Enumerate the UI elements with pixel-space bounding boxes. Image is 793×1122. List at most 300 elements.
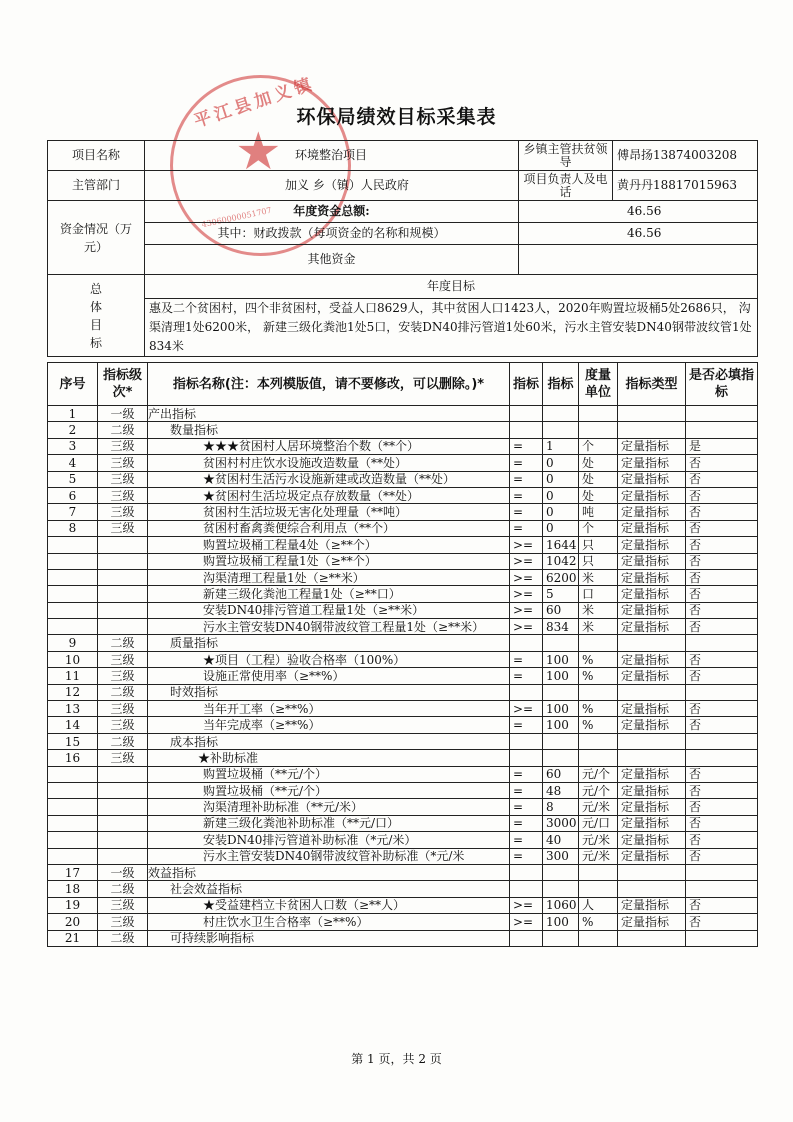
indicator-name: 安装DN40排污管道补助标准（*元/米） — [148, 832, 510, 848]
target-value: 60 — [543, 602, 579, 618]
indicator-type — [618, 733, 686, 749]
required-flag: 否 — [686, 815, 758, 831]
dept-label: 主管部门 — [48, 171, 145, 201]
operator: >= — [510, 701, 543, 717]
indicator-level: 三级 — [98, 651, 148, 667]
dept-value: 加义 乡（镇）人民政府 — [145, 171, 519, 201]
target-value: 48 — [543, 782, 579, 798]
required-flag — [686, 881, 758, 897]
unit: 元/米 — [579, 848, 618, 864]
indicator-type: 定量指标 — [618, 487, 686, 503]
unit: 处 — [579, 471, 618, 487]
indicator-level: 三级 — [98, 668, 148, 684]
indicator-type: 定量指标 — [618, 586, 686, 602]
required-flag: 否 — [686, 782, 758, 798]
indicator-level: 二级 — [98, 422, 148, 438]
required-flag: 否 — [686, 848, 758, 864]
target-value: 1042 — [543, 553, 579, 569]
operator — [510, 684, 543, 700]
indicator-type — [618, 422, 686, 438]
table-row — [48, 651, 758, 667]
row-number: 7 — [48, 504, 98, 520]
indicator-name: 当年完成率（≥**%） — [148, 717, 510, 733]
indicator-type: 定量指标 — [618, 782, 686, 798]
header-cell: 指标名称(注：本列模版值，请不要修改，可以删除。)* — [148, 363, 510, 406]
operator: >= — [510, 619, 543, 635]
indicator-name: 购置垃圾桶工程量1处（≥**个） — [148, 553, 510, 569]
target-value: 100 — [543, 701, 579, 717]
indicator-type: 定量指标 — [618, 438, 686, 454]
unit: 只 — [579, 553, 618, 569]
indicator-level: 三级 — [98, 471, 148, 487]
indicator-type: 定量指标 — [618, 914, 686, 930]
operator: >= — [510, 602, 543, 618]
operator: = — [510, 782, 543, 798]
indicator-level: 一级 — [98, 406, 148, 422]
target-value: 100 — [543, 717, 579, 733]
row-number: 12 — [48, 684, 98, 700]
indicator-name: ★★★贫困村人居环境整治个数（**个） — [148, 438, 510, 454]
indicator-type — [618, 406, 686, 422]
unit — [579, 422, 618, 438]
table-row — [48, 701, 758, 717]
unit: 米 — [579, 602, 618, 618]
target-value — [543, 930, 579, 946]
annual-total-label: 年度资金总额: — [145, 201, 519, 223]
unit — [579, 733, 618, 749]
indicator-type — [618, 750, 686, 766]
indicator-level: 二级 — [98, 733, 148, 749]
indicator-name: 新建三级化粪池补助标准（**元/口） — [148, 815, 510, 831]
indicator-name: 数量指标 — [148, 422, 510, 438]
table-row — [48, 684, 758, 700]
unit: % — [579, 651, 618, 667]
indicator-type: 定量指标 — [618, 815, 686, 831]
indicator-type: 定量指标 — [618, 455, 686, 471]
unit — [579, 881, 618, 897]
row-number: 11 — [48, 668, 98, 684]
target-value — [543, 733, 579, 749]
other-funds-value — [519, 245, 758, 275]
target-value: 5 — [543, 586, 579, 602]
table-row — [48, 553, 758, 569]
indicator-type — [618, 881, 686, 897]
required-flag: 否 — [686, 537, 758, 553]
target-value: 40 — [543, 832, 579, 848]
indicator-type: 定量指标 — [618, 832, 686, 848]
indicator-level — [98, 602, 148, 618]
indicator-type — [618, 864, 686, 880]
required-flag: 是 — [686, 438, 758, 454]
responsible-label: 项目负责人及电话 — [519, 171, 613, 201]
required-flag: 否 — [686, 766, 758, 782]
operator: = — [510, 766, 543, 782]
table-row — [48, 520, 758, 536]
row-number: 5 — [48, 471, 98, 487]
indicator-level: 三级 — [98, 438, 148, 454]
operator — [510, 406, 543, 422]
required-flag: 否 — [686, 619, 758, 635]
indicator-level — [98, 553, 148, 569]
table-row — [48, 586, 758, 602]
operator — [510, 930, 543, 946]
unit: 米 — [579, 619, 618, 635]
indicator-name: ★贫困村生活污水设施新建或改造数量（**处） — [148, 471, 510, 487]
table-header-row — [48, 363, 758, 406]
indicator-name: 贫困村生活垃圾无害化处理量（**吨） — [148, 504, 510, 520]
required-flag: 否 — [686, 602, 758, 618]
row-number — [48, 586, 98, 602]
row-number: 1 — [48, 406, 98, 422]
target-value: 1060 — [543, 897, 579, 913]
indicator-table — [47, 362, 758, 947]
target-value: 0 — [543, 487, 579, 503]
target-value: 3000 — [543, 815, 579, 831]
target-value — [543, 864, 579, 880]
row-number: 15 — [48, 733, 98, 749]
table-row — [48, 733, 758, 749]
unit: % — [579, 914, 618, 930]
indicator-level — [98, 799, 148, 815]
required-flag — [686, 684, 758, 700]
operator: = — [510, 455, 543, 471]
indicator-type: 定量指标 — [618, 651, 686, 667]
indicator-name: 设施正常使用率（≥**%） — [148, 668, 510, 684]
table-body — [48, 406, 758, 947]
row-number: 19 — [48, 897, 98, 913]
unit — [579, 635, 618, 651]
other-funds-label: 其他资金 — [145, 245, 519, 275]
annual-total-value: 46.56 — [519, 201, 758, 223]
indicator-level: 三级 — [98, 897, 148, 913]
indicator-name: 污水主管安装DN40钢带波纹管补助标准（*元/米 — [148, 848, 510, 864]
unit: % — [579, 668, 618, 684]
table-row — [48, 406, 758, 422]
indicator-level: 三级 — [98, 914, 148, 930]
row-number — [48, 619, 98, 635]
target-value — [543, 881, 579, 897]
indicator-name: 成本指标 — [148, 733, 510, 749]
seal-star-icon: ★ — [235, 122, 282, 182]
target-value — [543, 406, 579, 422]
required-flag — [686, 864, 758, 880]
indicator-type — [618, 635, 686, 651]
table-row — [48, 897, 758, 913]
operator: >= — [510, 553, 543, 569]
indicator-level: 二级 — [98, 881, 148, 897]
operator — [510, 881, 543, 897]
target-value: 0 — [543, 520, 579, 536]
indicator-name: 当年开工率（≥**%） — [148, 701, 510, 717]
table-row — [48, 914, 758, 930]
target-value: 1 — [543, 438, 579, 454]
operator: = — [510, 832, 543, 848]
table-row — [48, 815, 758, 831]
unit — [579, 406, 618, 422]
indicator-level: 三级 — [98, 487, 148, 503]
indicator-name: 购置垃圾桶工程量4处（≥**个） — [148, 537, 510, 553]
unit: 米 — [579, 569, 618, 585]
operator: >= — [510, 537, 543, 553]
indicator-type: 定量指标 — [618, 537, 686, 553]
indicator-name: 购置垃圾桶（**元/个） — [148, 782, 510, 798]
required-flag — [686, 635, 758, 651]
indicator-level — [98, 832, 148, 848]
indicator-level — [98, 537, 148, 553]
target-value: 60 — [543, 766, 579, 782]
unit: 元/个 — [579, 782, 618, 798]
funds-label: 资金情况（万元） — [48, 201, 145, 275]
indicator-name: 时效指标 — [148, 684, 510, 700]
required-flag: 否 — [686, 471, 758, 487]
required-flag: 否 — [686, 553, 758, 569]
unit: 元/米 — [579, 799, 618, 815]
unit: 处 — [579, 455, 618, 471]
indicator-level: 三级 — [98, 455, 148, 471]
required-flag: 否 — [686, 651, 758, 667]
target-value — [543, 684, 579, 700]
indicator-level — [98, 815, 148, 831]
indicator-level: 二级 — [98, 635, 148, 651]
row-number: 21 — [48, 930, 98, 946]
table-row — [48, 602, 758, 618]
row-number — [48, 782, 98, 798]
table-row — [48, 782, 758, 798]
required-flag: 否 — [686, 520, 758, 536]
indicator-name: 村庄饮水卫生合格率（≥**%） — [148, 914, 510, 930]
unit — [579, 930, 618, 946]
indicator-type: 定量指标 — [618, 799, 686, 815]
row-number — [48, 815, 98, 831]
operator: = — [510, 815, 543, 831]
row-number: 3 — [48, 438, 98, 454]
target-value: 0 — [543, 455, 579, 471]
row-number — [48, 553, 98, 569]
indicator-type: 定量指标 — [618, 897, 686, 913]
indicator-type: 定量指标 — [618, 471, 686, 487]
indicator-level — [98, 848, 148, 864]
operator: = — [510, 487, 543, 503]
row-number: 10 — [48, 651, 98, 667]
indicator-type: 定量指标 — [618, 602, 686, 618]
indicator-name: 贫困村村庄饮水设施改造数量（**处） — [148, 455, 510, 471]
table-row — [48, 537, 758, 553]
row-number: 2 — [48, 422, 98, 438]
unit: 元/个 — [579, 766, 618, 782]
required-flag: 否 — [686, 455, 758, 471]
unit: 元/米 — [579, 832, 618, 848]
indicator-name: 产出指标 — [148, 406, 510, 422]
table-row — [48, 504, 758, 520]
seal-text: 平江县加义镇 — [191, 73, 318, 132]
operator: = — [510, 471, 543, 487]
table-row — [48, 487, 758, 503]
table-row — [48, 766, 758, 782]
indicator-type: 定量指标 — [618, 504, 686, 520]
operator: = — [510, 520, 543, 536]
indicator-level — [98, 569, 148, 585]
page-footer: 第 1 页，共 2 页 — [351, 1052, 442, 1066]
operator: >= — [510, 569, 543, 585]
operator: >= — [510, 914, 543, 930]
operator — [510, 750, 543, 766]
indicator-name: 质量指标 — [148, 635, 510, 651]
table-row — [48, 668, 758, 684]
required-flag: 否 — [686, 897, 758, 913]
operator — [510, 635, 543, 651]
target-value — [543, 635, 579, 651]
indicator-level: 三级 — [98, 750, 148, 766]
target-value — [543, 750, 579, 766]
operator — [510, 864, 543, 880]
overall-goal-label: 总体目标 — [48, 275, 145, 357]
indicator-name: 购置垃圾桶（**元/个） — [148, 766, 510, 782]
required-flag: 否 — [686, 799, 758, 815]
indicator-type: 定量指标 — [618, 619, 686, 635]
row-number: 4 — [48, 455, 98, 471]
indicator-level: 三级 — [98, 520, 148, 536]
finance-value: 46.56 — [519, 223, 758, 245]
indicator-name: 安装DN40排污管道工程量1处（≥**米） — [148, 602, 510, 618]
operator — [510, 733, 543, 749]
finance-label: 其中：财政拨款（每项资金的名称和规模） — [145, 223, 519, 245]
indicator-type: 定量指标 — [618, 766, 686, 782]
indicator-name: 新建三级化粪池工程量1处（≥**口） — [148, 586, 510, 602]
table-row — [48, 471, 758, 487]
annual-goal-label: 年度目标 — [145, 275, 758, 299]
operator: >= — [510, 586, 543, 602]
table-row — [48, 864, 758, 880]
indicator-name: 污水主管安装DN40钢带波纹管工程量1处（≥**米） — [148, 619, 510, 635]
indicator-name: 可持续影响指标 — [148, 930, 510, 946]
unit: 个 — [579, 438, 618, 454]
row-number: 8 — [48, 520, 98, 536]
unit: 个 — [579, 520, 618, 536]
table-row — [48, 569, 758, 585]
indicator-type: 定量指标 — [618, 668, 686, 684]
indicator-name: 沟渠清理工程量1处（≥**米） — [148, 569, 510, 585]
indicator-name: 沟渠清理补助标准（**元/米） — [148, 799, 510, 815]
target-value: 0 — [543, 504, 579, 520]
operator: >= — [510, 897, 543, 913]
indicator-type: 定量指标 — [618, 520, 686, 536]
project-name-value: 环境整治项目 — [145, 141, 519, 171]
indicator-type: 定量指标 — [618, 553, 686, 569]
unit: % — [579, 701, 618, 717]
annual-goal-text: 惠及二个贫困村，四个非贫困村，受益人口8629人，其中贫困人口1423人，2020年购置垃圾桶5处2686只， 沟渠清理1处6200米， 新建三级化粪池1处5口，安装DN40排污管道1处60米，污水主管安装DN40钢带波纹管1处834米 — [145, 299, 758, 357]
required-flag: 否 — [686, 569, 758, 585]
table-row — [48, 619, 758, 635]
indicator-name: 效益指标 — [148, 864, 510, 880]
unit: 人 — [579, 897, 618, 913]
table-row — [48, 635, 758, 651]
row-number: 13 — [48, 701, 98, 717]
indicator-level: 一级 — [98, 864, 148, 880]
target-value: 100 — [543, 668, 579, 684]
header-cell: 指标 — [543, 363, 579, 406]
header-cell: 指标级次* — [98, 363, 148, 406]
indicator-name: 社会效益指标 — [148, 881, 510, 897]
indicator-level — [98, 782, 148, 798]
table-row — [48, 750, 758, 766]
unit: 只 — [579, 537, 618, 553]
table-row — [48, 438, 758, 454]
operator: = — [510, 651, 543, 667]
header-cell: 指标 — [510, 363, 543, 406]
row-number: 14 — [48, 717, 98, 733]
target-value: 834 — [543, 619, 579, 635]
indicator-level: 三级 — [98, 504, 148, 520]
seal-code: 43060000051707 — [200, 205, 273, 230]
indicator-name: 贫困村畜禽粪便综合利用点（**个） — [148, 520, 510, 536]
town-leader-label: 乡镇主管扶贫领导 — [519, 141, 613, 171]
table-row — [48, 717, 758, 733]
header-cell: 序号 — [48, 363, 98, 406]
indicator-level: 二级 — [98, 930, 148, 946]
required-flag: 否 — [686, 487, 758, 503]
required-flag: 否 — [686, 504, 758, 520]
operator — [510, 422, 543, 438]
unit: % — [579, 717, 618, 733]
row-number — [48, 848, 98, 864]
unit — [579, 684, 618, 700]
unit: 元/口 — [579, 815, 618, 831]
operator: = — [510, 799, 543, 815]
table-row — [48, 881, 758, 897]
target-value — [543, 422, 579, 438]
row-number: 18 — [48, 881, 98, 897]
operator: = — [510, 504, 543, 520]
operator: = — [510, 717, 543, 733]
unit: 口 — [579, 586, 618, 602]
indicator-level: 三级 — [98, 701, 148, 717]
row-number — [48, 569, 98, 585]
indicator-level — [98, 619, 148, 635]
town-leader-value: 傅昂扬13874003208 — [613, 141, 758, 171]
target-value: 8 — [543, 799, 579, 815]
indicator-type: 定量指标 — [618, 569, 686, 585]
unit: 吨 — [579, 504, 618, 520]
required-flag: 否 — [686, 701, 758, 717]
required-flag — [686, 750, 758, 766]
indicator-type: 定量指标 — [618, 717, 686, 733]
operator: = — [510, 848, 543, 864]
required-flag: 否 — [686, 832, 758, 848]
row-number — [48, 602, 98, 618]
document-title: 环保局绩效目标采集表 — [296, 106, 497, 128]
responsible-value: 黄丹丹18817015963 — [613, 171, 758, 201]
row-number — [48, 537, 98, 553]
required-flag: 否 — [686, 668, 758, 684]
target-value: 6200 — [543, 569, 579, 585]
required-flag: 否 — [686, 586, 758, 602]
table-row — [48, 422, 758, 438]
table-row — [48, 799, 758, 815]
indicator-name: ★项目（工程）验收合格率（100%） — [148, 651, 510, 667]
indicator-level — [98, 586, 148, 602]
required-flag — [686, 930, 758, 946]
indicator-level: 三级 — [98, 717, 148, 733]
indicator-type: 定量指标 — [618, 701, 686, 717]
target-value: 1644 — [543, 537, 579, 553]
operator: = — [510, 668, 543, 684]
row-number — [48, 799, 98, 815]
header-cell: 是否必填指标 — [686, 363, 758, 406]
required-flag: 否 — [686, 914, 758, 930]
table-row — [48, 930, 758, 946]
indicator-type — [618, 684, 686, 700]
indicator-type — [618, 930, 686, 946]
